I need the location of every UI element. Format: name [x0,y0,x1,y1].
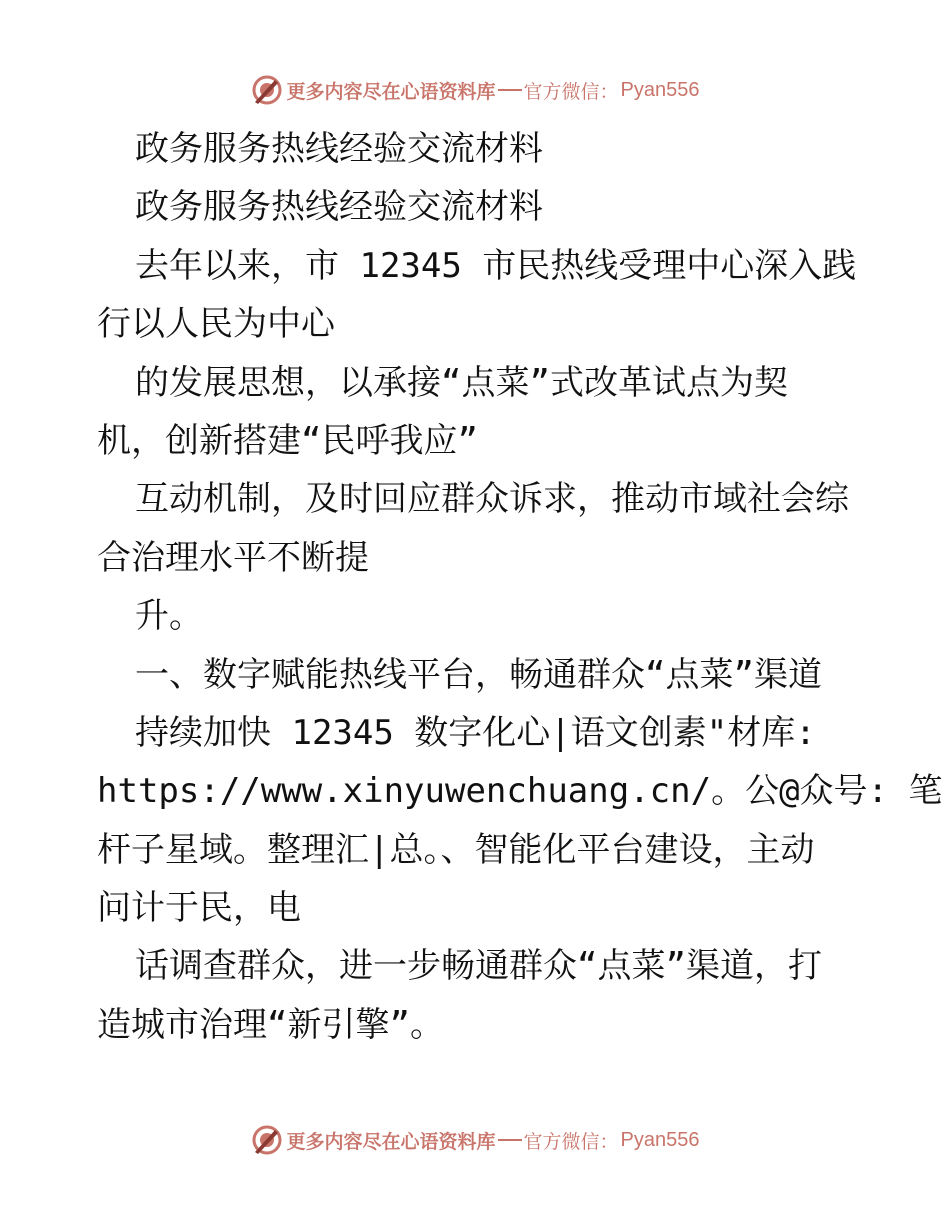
banner-official-label: 官方微信： [523,1130,619,1153]
paragraph-line: 去年以来，市 12345 市民热线受理中心深入践 [135,245,857,286]
footer-watermark-banner [0,1122,950,1158]
banner-main-text: 更多内容尽在心语资料库 [286,1130,496,1153]
document-body [97,120,943,1054]
paragraph-line: 行以人民为中心 [97,304,335,345]
banner-wechat-id: Pyan556 [620,78,700,101]
paragraph-line: 杆子星域。整理汇|总。、智能化平台建设，主动 [97,829,815,870]
paragraph-line: 互动机制，及时回应群众诉求，推动市域社会综 [135,479,849,520]
header-watermark-banner [0,72,950,108]
paragraph-line: 合治理水平不断提 [97,537,369,578]
banner-main-text: 更多内容尽在心语资料库 [286,80,496,103]
banner-wechat-id: Pyan556 [620,1128,700,1151]
banner-official-label: 官方微信： [523,80,619,103]
paragraph-line: 问计于民，电 [97,888,301,929]
paragraph-line: 造城市治理“新引擎”。 [97,1004,444,1045]
banner-dash [498,89,522,91]
section-heading: 一、数字赋能热线平台，畅通群众“点菜”渠道 [135,654,822,695]
paragraph-line: 持续加快 12345 数字化心|语文创素"材库: [135,712,816,753]
paragraph-line: 机，创新搭建“民呼我应” [97,420,478,461]
paragraph-line: 升。 [135,596,203,637]
paragraph-line: 话调查群众，进一步畅通群众“点菜”渠道，打 [135,946,822,987]
document-title: 政务服务热线经验交流材料 [135,129,543,169]
quill-seal-icon [251,1124,283,1156]
document-title-repeat: 政务服务热线经验交流材料 [135,187,543,228]
paragraph-line: https://www.xinyuwenchuang.cn/。公@众号: 笔 [97,771,943,812]
banner-dash [498,1139,522,1141]
quill-seal-icon [251,74,283,106]
paragraph-line: 的发展思想，以承接“点菜”式改革试点为契 [135,362,788,403]
